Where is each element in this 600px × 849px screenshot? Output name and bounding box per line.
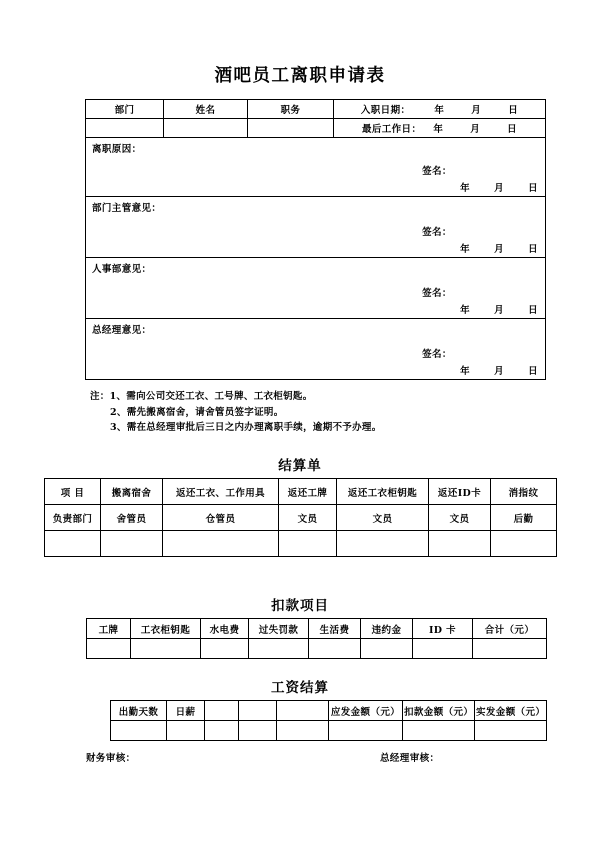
position-header: 职务 bbox=[248, 100, 334, 119]
settlement-item-header: 项 目 bbox=[45, 479, 101, 505]
settlement-cell: 文员 bbox=[429, 505, 491, 531]
signature-group bbox=[404, 163, 538, 194]
salary-input-cell[interactable] bbox=[475, 721, 547, 741]
salary-input-cell[interactable] bbox=[111, 721, 167, 741]
table-row bbox=[86, 258, 546, 319]
resignation-form-table bbox=[85, 99, 545, 380]
table-row bbox=[111, 701, 547, 721]
gm-opinion-label: 总经理意见： bbox=[92, 325, 152, 336]
signature-group bbox=[404, 224, 538, 255]
settlement-cell: 返还工牌 bbox=[279, 479, 337, 505]
salary-input-cell[interactable] bbox=[239, 721, 277, 741]
signature-label: 签名： bbox=[422, 349, 452, 360]
table-row bbox=[45, 479, 557, 505]
table-row bbox=[86, 138, 546, 197]
year-label: 年 bbox=[460, 183, 470, 194]
name-header: 姓名 bbox=[164, 100, 248, 119]
settlement-cell: 返还ID卡 bbox=[429, 479, 491, 505]
month-label: 月 bbox=[494, 366, 504, 377]
gm-opinion-block[interactable] bbox=[86, 319, 546, 380]
department-header: 部门 bbox=[86, 100, 164, 119]
salary-input-cell[interactable] bbox=[205, 721, 239, 741]
resign-reason-label: 离职原因： bbox=[92, 144, 142, 155]
deduction-table bbox=[86, 618, 546, 659]
deduction-header-cell: 违约金 bbox=[361, 619, 413, 639]
form-notes bbox=[90, 389, 382, 436]
salary-header-cell bbox=[277, 701, 329, 721]
deduction-header-cell: 工牌 bbox=[87, 619, 131, 639]
signature-date bbox=[404, 241, 538, 255]
supervisor-opinion-block[interactable] bbox=[86, 197, 546, 258]
hire-date-cell[interactable] bbox=[334, 100, 546, 119]
salary-header-cell: 应发金额（元） bbox=[329, 701, 403, 721]
settlement-cell: 舍管员 bbox=[101, 505, 163, 531]
table-row bbox=[45, 505, 557, 531]
hr-opinion-label: 人事部意见： bbox=[92, 264, 152, 275]
deduction-header-cell: 生活费 bbox=[309, 619, 361, 639]
signature-label: 签名： bbox=[422, 227, 452, 238]
salary-header-cell: 扣款金额（元） bbox=[403, 701, 475, 721]
deduction-input-cell[interactable] bbox=[361, 639, 413, 659]
gm-review-label: 总经理审核： bbox=[380, 753, 440, 764]
table-row bbox=[86, 197, 546, 258]
day-label: 日 bbox=[528, 183, 538, 194]
finance-review-label: 财务审核： bbox=[86, 753, 136, 764]
deduction-input-cell[interactable] bbox=[87, 639, 131, 659]
table-row bbox=[86, 100, 546, 119]
table-row bbox=[87, 619, 547, 639]
note-line-3: 3、需在总经理审批后三日之内办理离职手续，逾期不予办理。 bbox=[110, 422, 382, 433]
settlement-cell: 文员 bbox=[279, 505, 337, 531]
signature-date bbox=[404, 363, 538, 377]
day-label: 日 bbox=[528, 305, 538, 316]
deduction-input-cell[interactable] bbox=[473, 639, 547, 659]
hire-date-label: 入职日期： bbox=[360, 105, 411, 116]
year-label: 年 bbox=[433, 124, 444, 135]
settlement-cell: 搬离宿舍 bbox=[101, 479, 163, 505]
salary-input-cell[interactable] bbox=[403, 721, 475, 741]
salary-header-cell: 出勤天数 bbox=[111, 701, 167, 721]
settlement-title: 结算单 bbox=[278, 458, 322, 474]
year-label: 年 bbox=[460, 244, 470, 255]
month-label: 月 bbox=[471, 105, 482, 116]
settlement-input-cell[interactable] bbox=[101, 531, 163, 557]
last-work-day-cell[interactable] bbox=[334, 119, 546, 138]
settlement-cell: 文员 bbox=[337, 505, 429, 531]
signature-date bbox=[404, 302, 538, 316]
day-label: 日 bbox=[528, 244, 538, 255]
day-label: 日 bbox=[508, 105, 519, 116]
settlement-input-cell[interactable] bbox=[429, 531, 491, 557]
salary-input-cell[interactable] bbox=[167, 721, 205, 741]
settlement-cell: 消指纹 bbox=[491, 479, 557, 505]
deduction-header-cell: 工衣柜钥匙 bbox=[131, 619, 201, 639]
deduction-header-cell: 过失罚款 bbox=[249, 619, 309, 639]
footer-signatures bbox=[0, 750, 600, 766]
deduction-title: 扣款项目 bbox=[271, 598, 329, 614]
settlement-cell: 后勤 bbox=[491, 505, 557, 531]
deduction-input-cell[interactable] bbox=[249, 639, 309, 659]
table-row bbox=[86, 319, 546, 380]
deduction-input-cell[interactable] bbox=[201, 639, 249, 659]
settlement-input-cell[interactable] bbox=[491, 531, 557, 557]
salary-title: 工资结算 bbox=[271, 680, 329, 696]
salary-input-cell[interactable] bbox=[277, 721, 329, 741]
month-label: 月 bbox=[494, 183, 504, 194]
settlement-table bbox=[44, 478, 556, 557]
department-value[interactable] bbox=[86, 119, 164, 138]
note-line-1: 注：1、需向公司交还工衣、工号牌、工衣柜钥匙。 bbox=[90, 391, 313, 402]
deduction-input-cell[interactable] bbox=[131, 639, 201, 659]
settlement-input-cell[interactable] bbox=[163, 531, 279, 557]
settlement-input-cell[interactable] bbox=[279, 531, 337, 557]
settlement-cell: 返还工衣柜钥匙 bbox=[337, 479, 429, 505]
deduction-input-cell[interactable] bbox=[309, 639, 361, 659]
settlement-cell: 仓管员 bbox=[163, 505, 279, 531]
settlement-input-cell[interactable] bbox=[337, 531, 429, 557]
table-row bbox=[111, 721, 547, 741]
table-row bbox=[87, 639, 547, 659]
name-value[interactable] bbox=[164, 119, 248, 138]
page-title: 酒吧员工离职申请表 bbox=[214, 66, 386, 86]
settlement-dept-header: 负责部门 bbox=[45, 505, 101, 531]
table-row bbox=[45, 531, 557, 557]
signature-date bbox=[404, 180, 538, 194]
settlement-cell: 返还工衣、工作用具 bbox=[163, 479, 279, 505]
deduction-header-cell: 合计（元） bbox=[473, 619, 547, 639]
deduction-header-cell: ID 卡 bbox=[413, 619, 473, 639]
note-line-2: 2、需先搬离宿舍，请舍管员签字证明。 bbox=[110, 406, 284, 418]
supervisor-opinion-label: 部门主管意见： bbox=[92, 203, 162, 214]
signature-group bbox=[404, 285, 538, 316]
year-label: 年 bbox=[434, 105, 445, 116]
last-work-day-label: 最后工作日： bbox=[361, 124, 422, 135]
signature-label: 签名： bbox=[422, 166, 452, 177]
day-label: 日 bbox=[528, 366, 538, 377]
position-value[interactable] bbox=[248, 119, 334, 138]
signature-label: 签名： bbox=[422, 288, 452, 299]
year-label: 年 bbox=[460, 366, 470, 377]
deduction-input-cell[interactable] bbox=[413, 639, 473, 659]
signature-group bbox=[404, 346, 538, 377]
table-row bbox=[86, 119, 546, 138]
deduction-header-cell: 水电费 bbox=[201, 619, 249, 639]
salary-input-cell[interactable] bbox=[329, 721, 403, 741]
month-label: 月 bbox=[494, 244, 504, 255]
hr-opinion-block[interactable] bbox=[86, 258, 546, 319]
resign-reason-block[interactable] bbox=[86, 138, 546, 197]
month-label: 月 bbox=[494, 305, 504, 316]
salary-header-cell bbox=[205, 701, 239, 721]
salary-header-cell: 日薪 bbox=[167, 701, 205, 721]
salary-table bbox=[110, 700, 546, 741]
day-label: 日 bbox=[507, 124, 518, 135]
settlement-input-cell[interactable] bbox=[45, 531, 101, 557]
year-label: 年 bbox=[460, 305, 470, 316]
salary-header-cell: 实发金额（元） bbox=[475, 701, 547, 721]
salary-header-cell bbox=[239, 701, 277, 721]
month-label: 月 bbox=[470, 124, 481, 135]
